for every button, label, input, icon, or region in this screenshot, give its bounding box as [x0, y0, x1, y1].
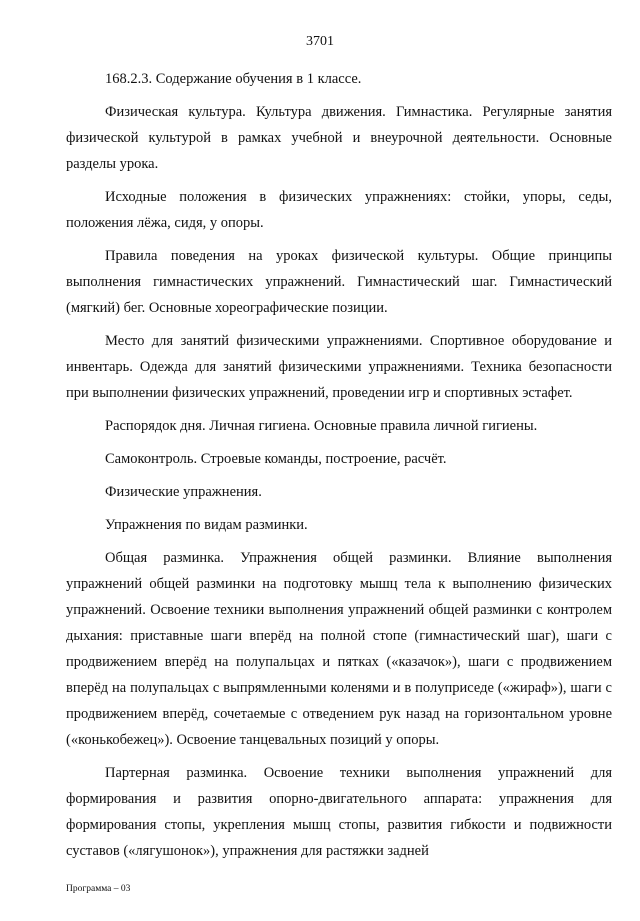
paragraph: Партерная разминка. Освоение техники выполнения упражнений для формирования и развития опорно-двигательного аппарата: упражнения для формирования стопы, укрепления мышц стопы, развития гибкости и подвижности суставов («лягушонок»), упражнения для растяжки задней — [66, 765, 612, 859]
paragraph: Физические упражнения. — [105, 484, 262, 500]
page-footer: Программа – 03 — [66, 884, 131, 894]
page-number: 3701 — [306, 34, 334, 49]
section-heading: 168.2.3. Содержание обучения в 1 классе. — [105, 71, 362, 87]
paragraph: Общая разминка. Упражнения общей разминки. Влияние выполнения упражнений общей разминки на подготовку мышц тела к выполнению физических упражнений. Освоение техники выполнения упражнений общей разминки с контролем дыхания: приставные шаги вперёд на полной стопе (гимнастический шаг), шаги с продвижением вперёд на полупальцах и пятках («казачок»), шаги с продвижением вперёд на полупальцах с выпрямленными коленями и в полуприседе («жираф»), шаги с продвижением вперёд, сочетаемые с отведением рук назад на горизонтальном уровне («конькобежец»). Освоение танцевальных позиций у опоры. — [66, 550, 612, 748]
paragraph: Место для занятий физическими упражнениями. Спортивное оборудование и инвентарь. Одежда для занятий физическими упражнениями. Техника безопасности при выполнении физических упражнений, проведении игр и спортивных эстафет. — [66, 333, 612, 401]
paragraph: Распорядок дня. Личная гигиена. Основные правила личной гигиены. — [105, 418, 538, 434]
document-body — [66, 66, 612, 871]
paragraph: Правила поведения на уроках физической культуры. Общие принципы выполнения гимнастических упражнений. Гимнастический шаг. Гимнастический (мягкий) бег. Основные хореографические позиции. — [66, 248, 612, 316]
paragraph: Физическая культура. Культура движения. Гимнастика. Регулярные занятия физической культурой в рамках учебной и внеурочной деятельности. Основные разделы урока. — [66, 104, 612, 172]
paragraph: Самоконтроль. Строевые команды, построение, расчёт. — [105, 451, 447, 467]
paragraph: Упражнения по видам разминки. — [105, 517, 308, 533]
paragraph: Исходные положения в физических упражнениях: стойки, упоры, седы, положения лёжа, сидя, у опоры. — [66, 189, 612, 231]
